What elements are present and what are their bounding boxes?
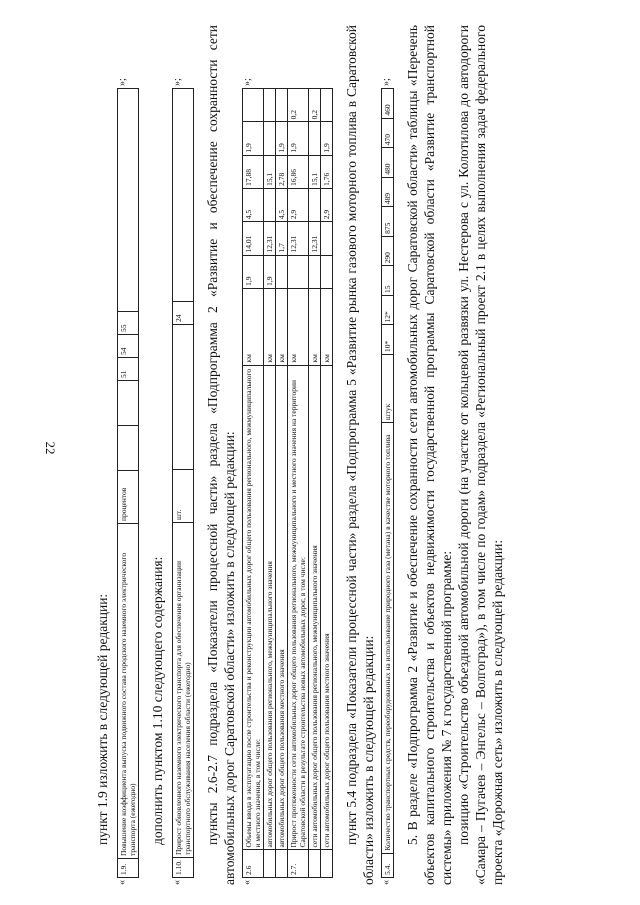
cell-text: Прирост обновленного наземного электрического транспорта для обеспечения организации транспортного обслуживания населения области (ежегодно) xyxy=(173,523,194,858)
table-cell xyxy=(276,850,288,878)
table-row xyxy=(321,89,333,878)
table-cell xyxy=(264,122,276,155)
table-cell xyxy=(309,122,321,155)
table-cell: 14,01 xyxy=(243,222,264,255)
table-cell: 10* xyxy=(382,325,394,355)
cell-value: 51 xyxy=(118,358,139,381)
table-cell: 470 xyxy=(382,118,394,148)
paragraph-5: 5. В разделе «Подпрограмма 2 «Развитие и обеспечение сохранности сети автомобильных дорог Саратовской области» таблицы «Перечень объектов капитального строительства и объектов недвижимости государственной программы Саратовской области «Развитие транспортной системы» приложения № 7 к государственной программе: xyxy=(405,25,454,885)
cell-empty xyxy=(118,89,139,312)
table-cell: автомобильных дорог общего пользования местного значения xyxy=(276,365,288,850)
table-row xyxy=(118,89,139,878)
table-cell: 1,9 xyxy=(264,255,276,288)
cell-unit: штук xyxy=(382,355,394,423)
table-cell xyxy=(288,255,309,288)
table-cell: 12* xyxy=(382,295,394,325)
table-cell: 15,1 xyxy=(309,155,321,188)
table-cell: 1,9 xyxy=(243,122,264,155)
table-cell: 2,78 xyxy=(276,155,288,188)
table-cell xyxy=(309,850,321,878)
table-cell: км xyxy=(243,288,264,365)
table-2-6 xyxy=(242,88,333,878)
table-cell xyxy=(276,255,288,288)
paragraph-1-10: дополнить пунктом 1.10 следующего содержания: xyxy=(150,556,165,845)
table-1-9 xyxy=(117,88,139,878)
table-1-9-wrap xyxy=(117,25,139,885)
table-cell: 875 xyxy=(382,207,394,237)
cell-empty xyxy=(173,325,194,470)
table-1-10 xyxy=(172,88,194,878)
table-cell: 489 xyxy=(382,177,394,207)
table-5-4-wrap xyxy=(381,25,394,885)
table-cell: 2,9 xyxy=(321,188,333,221)
cell-text: Количество транспортных средств, переоборудованных на использование природного газа (метана) в качестве моторного топлива xyxy=(382,423,394,853)
open-quote: « xyxy=(117,880,128,885)
table-cell xyxy=(321,89,333,122)
rotated-content xyxy=(90,25,630,885)
table-cell xyxy=(321,850,333,878)
cell-num: 1.9. xyxy=(118,859,139,878)
table-2-6-wrap xyxy=(242,25,333,885)
cell-empty xyxy=(173,89,194,302)
table-cell xyxy=(321,222,333,255)
table-cell xyxy=(309,255,321,288)
table-cell: км xyxy=(321,288,333,365)
table-row xyxy=(309,89,321,878)
table-cell xyxy=(264,188,276,221)
page-number: 22 xyxy=(43,441,58,455)
table-cell: 16,86 xyxy=(288,155,309,188)
table-cell: 2.7. xyxy=(288,850,309,878)
table-cell: км xyxy=(264,288,276,365)
table-cell: 2,9 xyxy=(288,188,309,221)
table-row xyxy=(264,89,276,878)
close-mark: »; xyxy=(242,78,253,86)
table-cell: 1,9 xyxy=(276,122,288,155)
table-cell xyxy=(264,89,276,122)
paragraph-5-4: пункт 5.4 подраздела «Показатели процессной части» раздела «Подпрограмма 5 «Развитие рынка газового моторного топлива в Саратовской области» изложить в следующей редакции: xyxy=(344,25,376,885)
table-cell: 1,7 xyxy=(276,222,288,255)
table-cell: 17,88 xyxy=(243,155,264,188)
open-quote: « xyxy=(172,880,183,885)
table-cell: 290 xyxy=(382,236,394,266)
table-cell: 1,9 xyxy=(288,122,309,155)
cell-value: 54 xyxy=(118,335,139,358)
table-cell: 12,31 xyxy=(288,222,309,255)
table-cell xyxy=(264,850,276,878)
table-row xyxy=(276,89,288,878)
table-cell: км xyxy=(288,288,309,365)
table-cell: 12,31 xyxy=(264,222,276,255)
table-cell: 15,1 xyxy=(264,155,276,188)
table-cell: 1,76 xyxy=(321,155,333,188)
table-cell xyxy=(309,188,321,221)
paragraph-2-6: пункты 2.6-2.7 подраздела «Показатели процессной части» раздела «Подпрограмма 2 «Развитие и обеспечение сохранности сети автомобильных дорог Саратовской области» изложить в следующей редакции: xyxy=(205,25,237,885)
table-cell: автомобильных дорог общего пользования регионального, межмуниципального значения xyxy=(264,365,276,850)
paragraph-1-9: пункт 1.9 изложить в следующей редакции: xyxy=(95,593,110,845)
table-cell: 4,5 xyxy=(276,188,288,221)
table-5-4 xyxy=(381,88,394,878)
table-1-10-wrap xyxy=(172,25,194,885)
table-cell: км xyxy=(276,288,288,365)
cell-empty xyxy=(118,381,139,426)
cell-value: 24 xyxy=(173,302,194,325)
table-row xyxy=(243,89,264,878)
table-row xyxy=(288,89,309,878)
close-mark: »; xyxy=(172,78,183,86)
table-cell xyxy=(321,255,333,288)
table-cell: Объемы ввода в эксплуатацию после строительства и реконструкции автомобильных дорог общего пользования регионального, межмуниципального и местного значения, в том числе: xyxy=(243,365,264,850)
cell-unit: шт. xyxy=(173,470,194,523)
cell-unit: процентов xyxy=(118,471,139,524)
table-cell: сети автомобильных дорог общего пользования регионального, межмуниципального значения xyxy=(309,365,321,850)
table-cell xyxy=(243,89,264,122)
cell-value: 55 xyxy=(118,312,139,335)
table-cell: сети автомобильных дорог общего пользования местного значения xyxy=(321,365,333,850)
table-cell: 480 xyxy=(382,148,394,178)
table-cell: 12,31 xyxy=(309,222,321,255)
close-mark: »; xyxy=(117,78,128,86)
table-cell: 1,9 xyxy=(243,255,264,288)
cell-num: 1.10. xyxy=(173,858,194,878)
cell-num: 5.4. xyxy=(382,853,394,877)
table-cell: 0,2 xyxy=(309,89,321,122)
table-row xyxy=(382,89,394,878)
cell-text: Повышение коэффициента выпуска подвижного состава городского наземного электрического транспорта (ежегодно) xyxy=(118,524,139,859)
table-cell: 15 xyxy=(382,266,394,296)
table-cell: Прирост протяженности сети автомобильных дорог общего пользования регионального, межмуниципального и местного значения на территории Саратовской области в результате строительства новых автомобильных дорог, в том числе: xyxy=(288,365,309,850)
table-cell: 0,2 xyxy=(288,89,309,122)
close-mark: »; xyxy=(381,78,392,86)
table-cell: 2.6 xyxy=(243,850,264,878)
table-cell: 4,5 xyxy=(243,188,264,221)
table-cell: 460 xyxy=(382,89,394,119)
cell-empty xyxy=(118,426,139,471)
table-cell: 1,9 xyxy=(321,122,333,155)
table-cell xyxy=(276,89,288,122)
open-quote: « xyxy=(242,880,253,885)
paragraph-6: позицию «Строительство объездной автомобильной дороги (на участке от кольцевой развязки ул. Нестерова с ул. Колотилова до автодороги «Самара – Пугачев – Энгельс – Волгоград»), в том числе по годам» подраздела «Региональный проект 2.1 в целях выполнения задач федерального проекта «Дорожная сеть» изложить в следующей редакции: xyxy=(456,25,505,885)
table-row xyxy=(173,89,194,878)
open-quote: « xyxy=(381,880,392,885)
table-cell: км xyxy=(309,288,321,365)
